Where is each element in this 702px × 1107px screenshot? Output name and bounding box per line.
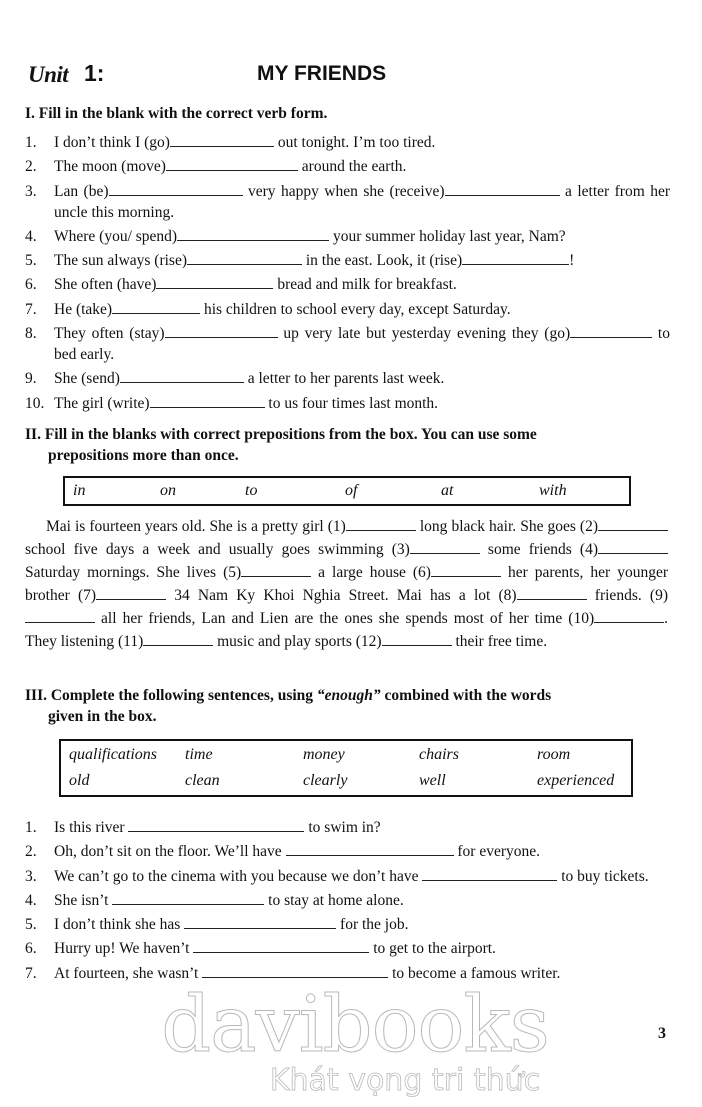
box-word: experienced (537, 772, 615, 789)
exercise-item (25, 841, 670, 862)
unit-label: Unit (28, 62, 69, 87)
publisher-tagline: Khát vọng tri thức (269, 1063, 541, 1098)
box-word: well (419, 772, 446, 789)
passage-text: a large house (6) (311, 564, 431, 581)
box-word: qualifications (69, 746, 157, 763)
item-number: 8. (25, 325, 37, 343)
section-2-heading-line1: II. Fill in the blanks with correct prepositions from the box. You can use some (25, 426, 537, 443)
exercise-item (25, 323, 670, 365)
item-number: 10. (25, 394, 45, 412)
section-3-heading-line2: given in the box. (48, 708, 157, 725)
answer-blank[interactable] (170, 132, 274, 147)
exercise-item (25, 274, 670, 295)
answer-blank[interactable] (193, 938, 369, 953)
item-number: 5. (25, 252, 37, 270)
item-text: to get to the airport. (369, 940, 496, 958)
passage-text: music and play sports (12) (213, 633, 382, 650)
item-text: to swim in? (304, 819, 381, 836)
item-text: Where (you/ spend) (54, 227, 178, 245)
item-text: to stay at home alone. (264, 891, 404, 909)
box-word: time (185, 746, 213, 763)
answer-blank[interactable] (598, 516, 668, 531)
answer-blank[interactable] (143, 631, 213, 646)
passage-text: long black hair. She goes (2) (415, 518, 598, 535)
answer-blank[interactable] (165, 323, 278, 338)
answer-blank[interactable] (120, 368, 244, 383)
item-number: 2. (25, 843, 37, 861)
item-number: 6. (25, 276, 37, 294)
passage-text: 34 Nam Ky Khoi Nghia Street. Mai has a lot (8) (166, 587, 517, 604)
section-2-heading-line2: prepositions more than once. (48, 447, 239, 464)
box-word: to (245, 482, 258, 499)
item-text: She (send) (54, 370, 120, 388)
item-text: for everyone. (453, 843, 541, 861)
item-text: ! (569, 252, 575, 270)
item-text: to buy tickets. (557, 867, 649, 885)
passage-text: some friends (4) (479, 541, 598, 558)
answer-blank[interactable] (431, 562, 501, 577)
box-word: money (303, 746, 345, 763)
answer-blank[interactable] (112, 890, 264, 905)
item-text: The moon (move) (54, 158, 166, 176)
unit-header (28, 60, 678, 94)
publisher-watermark: davibooks (161, 980, 549, 1070)
item-text: your summer holiday last year, Nam? (329, 227, 566, 245)
item-number: 3. (25, 182, 37, 200)
box-word: of (345, 482, 358, 499)
answer-blank[interactable] (128, 817, 304, 832)
exercise-item (25, 181, 670, 223)
box-word: clearly (303, 772, 348, 789)
exercise-item (25, 226, 670, 247)
exercise-item (25, 299, 670, 320)
item-text: Hurry up! We haven’t (54, 940, 194, 958)
answer-blank[interactable] (96, 585, 166, 600)
answer-blank[interactable] (382, 631, 452, 646)
item-number: 4. (25, 891, 37, 909)
enough-word-box (59, 739, 633, 797)
item-number: 3. (25, 867, 37, 885)
item-text: She isn’t (54, 891, 113, 909)
item-text: bread and milk for breakfast. (273, 276, 457, 294)
box-word: on (160, 482, 176, 499)
section-2-heading (25, 424, 670, 466)
answer-blank[interactable] (598, 539, 668, 554)
item-text: They often (stay) (54, 325, 165, 343)
answer-blank[interactable] (166, 156, 298, 171)
item-text: a letter to her parents last week. (243, 370, 445, 388)
answer-blank[interactable] (462, 250, 569, 265)
item-number: 7. (25, 300, 37, 318)
item-text: for the job. (336, 916, 409, 934)
box-word: clean (185, 772, 220, 789)
item-text: I don’t think I (go) (54, 134, 170, 151)
item-text: around the earth. (297, 158, 407, 176)
item-text: to us four times last month. (264, 394, 439, 412)
item-number: 6. (25, 940, 37, 958)
section-3-exercise-list (25, 817, 670, 987)
box-word: chairs (419, 746, 459, 763)
item-text: We can’t go to the cinema with you because we don’t have (54, 867, 423, 885)
item-text: The girl (write) (54, 394, 150, 412)
prepositions-word-box (63, 476, 631, 506)
unit-title: MY FRIENDS (257, 62, 387, 85)
item-text: a letter from her uncle this morning. (54, 182, 671, 221)
box-word: at (441, 482, 454, 499)
passage-text: her parents, her younger brother (7) (25, 564, 668, 604)
section-3-heading (25, 685, 670, 727)
box-word: in (73, 482, 86, 499)
item-number: 2. (25, 158, 37, 176)
passage-text: friends. (9) (586, 587, 668, 604)
passage-text: their free time. (451, 633, 548, 650)
item-text: to become a famous writer. (388, 964, 561, 982)
exercise-item (25, 914, 670, 935)
section-2-passage (25, 515, 668, 653)
item-number: 7. (25, 964, 37, 982)
answer-blank[interactable] (594, 608, 664, 623)
item-text: I don’t think she has (54, 916, 185, 934)
answer-blank[interactable] (184, 914, 336, 929)
answer-blank[interactable] (241, 562, 311, 577)
item-number: 1. (25, 134, 37, 151)
passage-text: Mai is fourteen years old. She is a pretty girl (1) (46, 518, 346, 535)
item-number: 9. (25, 370, 37, 388)
answer-blank[interactable] (286, 841, 454, 856)
section-3-heading-line1: III. Complete the following sentences, using “enough” combined with the words (25, 687, 552, 704)
item-text: Is this river (54, 819, 129, 836)
section-1-heading: I. Fill in the blank with the correct verb form. (25, 105, 328, 122)
item-text: Oh, don’t sit on the floor. We’ll have (54, 843, 286, 861)
exercise-item (25, 817, 670, 838)
item-text: in the east. Look, it (rise) (302, 252, 463, 270)
answer-blank[interactable] (346, 516, 416, 531)
item-number: 5. (25, 916, 37, 934)
answer-blank[interactable] (445, 181, 560, 196)
exercise-item (25, 393, 670, 414)
answer-blank[interactable] (150, 393, 265, 408)
item-text: to bed early. (54, 325, 670, 364)
answer-blank[interactable] (570, 323, 652, 338)
item-text: his children to school every day, except Saturday. (200, 300, 511, 318)
exercise-item (25, 250, 670, 271)
exercise-item (25, 156, 670, 177)
unit-number: 1: (84, 60, 105, 86)
exercise-item (25, 890, 670, 911)
passage-text: all her friends, Lan and Lien are the ones she spends most of her time (10) (95, 610, 595, 627)
answer-blank[interactable] (410, 539, 480, 554)
box-word: old (69, 772, 90, 789)
answer-blank[interactable] (109, 181, 243, 196)
item-text: The sun always (rise) (54, 252, 187, 270)
box-word: with (539, 482, 567, 499)
page-number: 3 (658, 1025, 666, 1042)
item-text: At fourteen, she wasn’t (54, 964, 203, 982)
item-text: He (take) (54, 300, 113, 318)
exercise-item (25, 368, 670, 389)
box-word: room (537, 746, 571, 763)
exercise-item (25, 866, 670, 887)
answer-blank[interactable] (112, 299, 200, 314)
answer-blank[interactable] (422, 866, 557, 881)
answer-blank[interactable] (202, 963, 388, 978)
exercise-item (25, 938, 670, 959)
passage-text: Saturday mornings. She lives (5) (25, 564, 242, 581)
answer-blank[interactable] (517, 585, 587, 600)
answer-blank[interactable] (156, 274, 273, 289)
passage-text: school five days a week and usually goes swimming (3) (25, 541, 410, 558)
exercise-item (25, 132, 670, 153)
section-1-exercise-list (25, 132, 670, 417)
answer-blank[interactable] (25, 608, 95, 623)
answer-blank[interactable] (187, 250, 302, 265)
item-text: She often (have) (54, 276, 157, 294)
answer-blank[interactable] (177, 226, 329, 241)
item-number: 1. (25, 819, 37, 836)
item-number: 4. (25, 227, 37, 245)
item-text: Lan (be) (54, 182, 109, 200)
item-text: out tonight. I’m too tired. (273, 134, 436, 151)
item-text: up very late but yesterday evening they (go) (277, 325, 571, 343)
keyword-enough: “enough” (316, 687, 381, 704)
item-text: very happy when she (receive) (242, 182, 445, 200)
passage-text: . They listening (11) (25, 610, 668, 650)
